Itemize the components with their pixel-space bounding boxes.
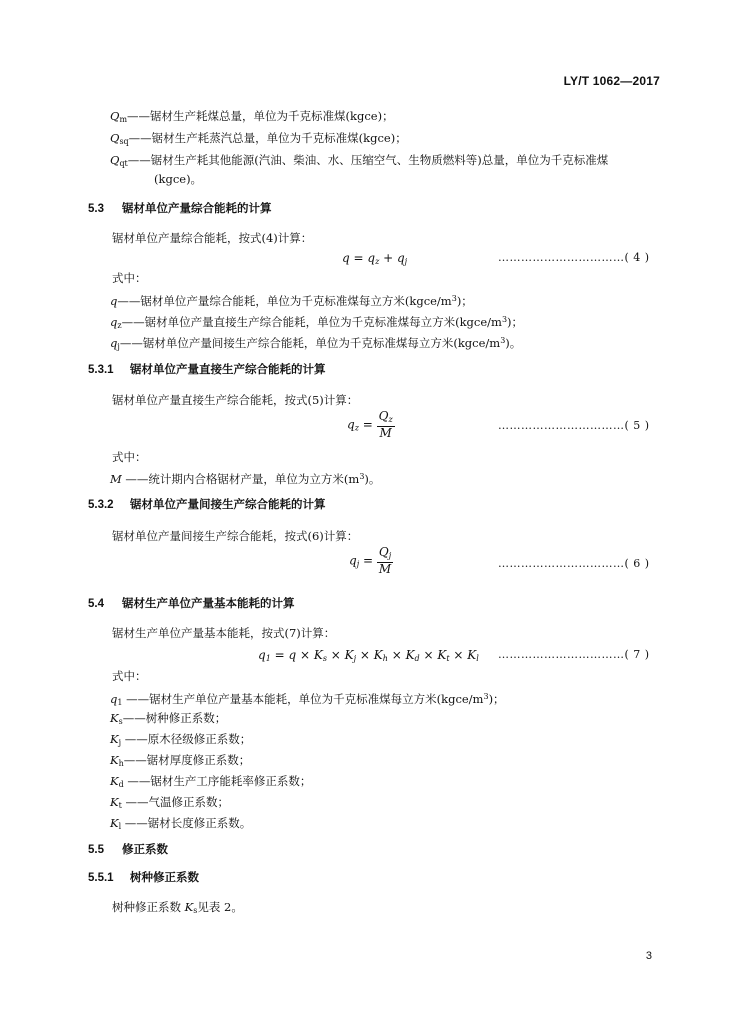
where-label: 式中： — [112, 669, 147, 683]
formula-subscript: d — [414, 654, 420, 663]
formula-operator: = — [270, 648, 289, 662]
definition-qqt-continuation: (kgce)。 — [154, 172, 203, 186]
section-5-3-2-intro: 锯材单位产量间接生产综合能耗，按式(6)计算： — [112, 529, 359, 543]
definition-kd: $K_d$ ——锯材生产工序能耗率修正系数； — [110, 774, 312, 789]
definition-qj: $q_j——$锯材单位产量间接生产综合能耗，单位为千克标准煤每立方米$(kgce/m^3)$。 — [110, 336, 522, 351]
section-5-5-1-heading: 5.5.1 树种修正系数 — [88, 872, 199, 884]
definition-q1: $q_1$ ——锯材生产单位产量基本能耗，单位为千克标准煤每立方米$(kgce/m^3)$； — [110, 692, 505, 707]
formula-subscript: t — [446, 654, 450, 663]
section-5-5-heading: 5.5 修正系数 — [88, 844, 168, 856]
formula-variable: K — [405, 648, 415, 662]
where-label: 式中： — [112, 450, 147, 464]
equation-number-6: ……………………………( 6 ) — [498, 557, 650, 570]
definition-qsq: $Q_{sq}——$锯材生产耗蒸汽总量，单位为千克标准煤(kgce)； — [110, 131, 407, 146]
section-5-3-1-heading: 5.3.1 锯材单位产量直接生产综合能耗的计算 — [88, 364, 326, 376]
formula-operator: × — [326, 648, 345, 662]
formula-subscript: j — [353, 654, 357, 663]
formula-4: $q = q_z + q_j$ — [342, 251, 408, 266]
section-5-4-heading: 5.4 锯材生产单位产量基本能耗的计算 — [88, 598, 295, 610]
definition-qz: $q_z——$锯材单位产量直接生产综合能耗，单位为千克标准煤每立方米$(kgce/m^3)$； — [110, 315, 524, 330]
equation-number-7: ……………………………( 7 ) — [498, 648, 650, 661]
formula-operator: × — [419, 648, 438, 662]
definition-kj: $K_j$ ——原木径级修正系数； — [110, 732, 252, 747]
definition-q: q——锯材单位产量综合能耗，单位为千克标准煤每立方米$(kgce/m^3)$； — [110, 294, 473, 308]
formula-variable: K — [467, 648, 477, 662]
formula-variable: q — [288, 648, 297, 662]
definition-kt: $K_t$ ——气温修正系数； — [110, 795, 229, 810]
standard-code: LY/T 1062—2017 — [563, 74, 660, 88]
definition-qm: $Q_m——$锯材生产耗煤总量，单位为千克标准煤(kgce)； — [110, 109, 394, 124]
formula-variable: K — [437, 648, 447, 662]
section-5-3-heading: 5.3 锯材单位产量综合能耗的计算 — [88, 203, 272, 215]
formula-variable: K — [344, 648, 354, 662]
definition-kh: $K_h——$锯材厚度修正系数； — [110, 753, 251, 768]
formula-variable: K — [313, 648, 323, 662]
section-5-3-intro: 锯材单位产量综合能耗，按式(4)计算： — [112, 231, 313, 245]
definition-kl: $K_l$ ——锯材长度修正系数。 — [110, 816, 252, 831]
section-5-4-intro: 锯材生产单位产量基本能耗，按式(7)计算： — [112, 626, 336, 640]
where-label: 式中： — [112, 271, 147, 285]
section-5-5-1-text: 树种修正系数 $K_s$见表 2。 — [112, 900, 243, 915]
page-number: 3 — [645, 950, 652, 962]
formula-5: $q_z$ = $\frac{Q_z}{M}$ — [347, 409, 393, 440]
formula-subscript: l — [476, 654, 479, 663]
formula-operator: × — [449, 648, 468, 662]
equation-number-4: ……………………………( 4 ) — [498, 251, 650, 264]
formula-operator: × — [356, 648, 374, 662]
formula-operator: × — [296, 648, 314, 662]
formula-subscript: h — [382, 654, 388, 663]
formula-operator: × — [387, 648, 406, 662]
definition-m: M ——统计期内合格锯材产量，单位为立方米$(m^3)$。 — [110, 472, 381, 486]
section-5-3-1-intro: 锯材单位产量直接生产综合能耗，按式(5)计算： — [112, 393, 359, 407]
formula-variable: K — [373, 648, 383, 662]
formula-6: $q_j$ = $\frac{Q_j}{M}$ — [349, 545, 392, 576]
formula-subscript: s — [322, 654, 327, 663]
definition-ks: $K_s——$树种修正系数； — [110, 711, 227, 726]
equation-number-5: ……………………………( 5 ) — [498, 419, 650, 432]
section-5-3-2-heading: 5.3.2 锯材单位产量间接生产综合能耗的计算 — [88, 499, 326, 511]
formula-7: $q_1 = q \times K_s \times K_j \times K_h \times K_d \times K_t \times K_l$ — [258, 648, 479, 663]
definition-qqt: $Q_{qt}——$锯材生产耗其他能源(汽油、柴油、水、压缩空气、生物质燃料等)总量，单位为千克标准煤 — [110, 153, 609, 168]
